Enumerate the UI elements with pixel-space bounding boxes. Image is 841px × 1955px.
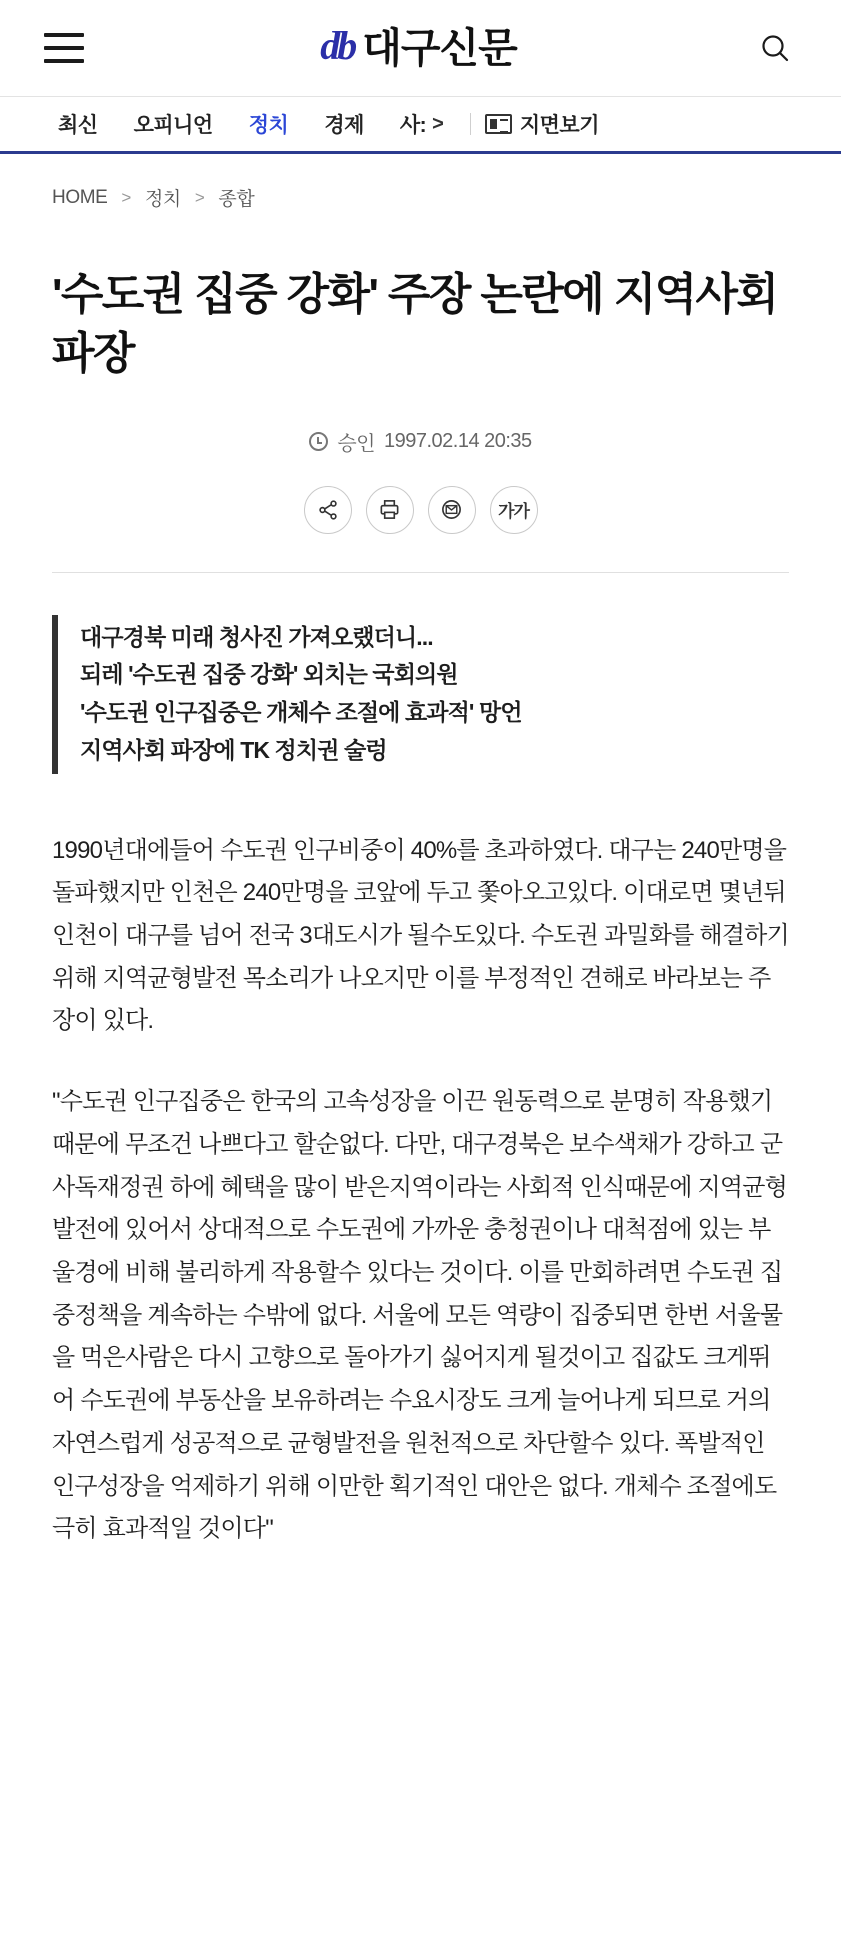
email-button[interactable]	[428, 486, 476, 534]
breadcrumb-separator-2: >	[194, 187, 205, 207]
site-logo[interactable]	[84, 23, 753, 71]
primary-nav	[0, 96, 841, 154]
logo-mark-icon: db	[320, 23, 355, 68]
article-tools	[0, 486, 841, 534]
summary-line-1: 대구경북 미래 청사진 가져오랬더니...	[80, 623, 433, 650]
divider	[52, 572, 789, 573]
article-datetime: 1997.02.14 20:35	[383, 429, 532, 452]
article-byline	[0, 427, 841, 456]
nav-item-society[interactable]: 사:	[399, 114, 427, 137]
breadcrumb-home[interactable]: HOME	[52, 186, 108, 208]
paper-view-label: 지면보기	[519, 114, 600, 137]
clock-icon	[309, 432, 328, 451]
paper-view-link[interactable]	[485, 109, 599, 139]
breadcrumb-separator-1: >	[121, 187, 131, 207]
summary-line-3: '수도권 인구집중은 개체수 조절에 효과적' 망언	[80, 699, 522, 726]
approved-label: 승인	[337, 432, 375, 455]
logo-text: 대구신문	[362, 24, 517, 71]
font-size-label: 가가	[498, 502, 529, 522]
nav-item-opinion[interactable]: 오피니언	[133, 114, 213, 137]
newspaper-icon	[485, 114, 512, 134]
nav-more-arrow-icon[interactable]: >	[432, 112, 444, 135]
article-summary	[52, 615, 789, 774]
nav-item-politics[interactable]: 정치	[248, 114, 289, 137]
share-button[interactable]	[304, 486, 352, 534]
breadcrumb-general[interactable]: 종합	[218, 189, 255, 210]
summary-line-4: 지역사회 파장에 TK 정치권 술렁	[80, 736, 387, 763]
breadcrumb-politics[interactable]: 정치	[144, 189, 181, 210]
site-header	[0, 0, 841, 96]
article-paragraph-2: "수도권 인구집중은 한국의 고속성장을 이끈 원동력으로 분명히 작용했기 때문에 무조건 나쁘다고 할순없다. 다만, 대구경북은 보수색채가 강하고 군사독재정권 하에 혜택을 많이 받은지역이라는 사회적 인식때문에 지역균형 발전에 있어서 상대적으로 수도권에 가까운 충청권이나 대척점에 있는 부울경에 비해 불리하게 작용할수 있다는 것이다. 이를 만회하려면 수도권 집중정책을 계속하는 수밖에 없다. 서울에 모든 역량이 집중되면 한번 서울물을 먹은사람은 다시 고향으로 돌아가기 싫어지게 될것이고 집값도 크게뛰어 수도권에 부동산을 보유하려는 수요시장도 크게 늘어나게 되므로 거의 자연스럽게 성공적으로 균형발전을 원천적으로 차단할수 있다. 폭발적인 인구성장을 억제하기 위해 이만한 획기적인 대안은 없다. 개체수 조절에도 극히 효과적일 것이다"	[52, 1088, 787, 1543]
search-icon[interactable]	[753, 26, 797, 70]
article-body	[52, 830, 789, 1552]
print-button[interactable]	[366, 486, 414, 534]
breadcrumb	[0, 154, 841, 217]
summary-line-2: 되레 '수도권 집중 강화' 외치는 국회의원	[80, 661, 458, 688]
article-paragraph-1: 1990년대에들어 수도권 인구비중이 40%를 초과하였다. 대구는 240만명을 돌파했지만 인천은 240만명을 코앞에 두고 쫓아오고있다. 이대로면 몇년뒤 인천이 대구를 넘어 전국 3대도시가 될수도있다. 수도권 과밀화를 해결하기위해 지역균형발전 목소리가 나오지만 이를 부정적인 견해로 바라보는 주장이 있다.	[52, 836, 789, 1035]
nav-item-economy[interactable]: 경제	[324, 114, 364, 137]
article-title: '수도권 집중 강화' 주장 논란에 지역사회 파장	[52, 270, 778, 378]
font-size-button[interactable]	[490, 486, 538, 534]
nav-divider	[470, 113, 471, 135]
nav-item-latest[interactable]: 최신	[58, 114, 98, 137]
hamburger-menu-icon[interactable]	[44, 33, 84, 63]
